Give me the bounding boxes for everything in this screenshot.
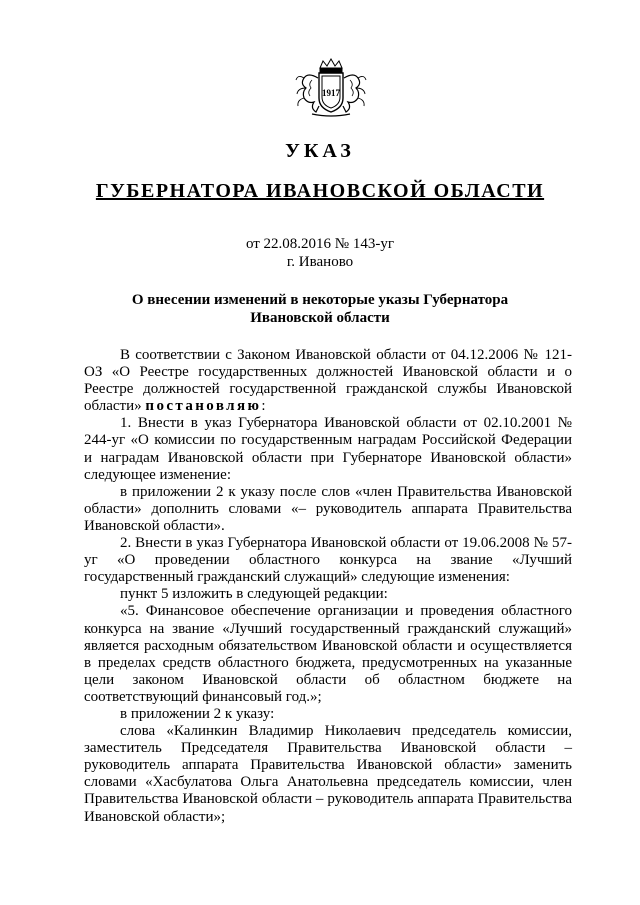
body-paragraph-appendix-2: в приложении 2 к указу: bbox=[120, 705, 275, 722]
document-title: УКАЗ bbox=[285, 140, 355, 162]
preamble-text: В соответствии с Законом Ивановской области от 04.12.2006 № 121-ОЗ «О Реестре государственных должностей Ивановской области и о Реестре должностей государственной гражданской службы Ивановской области» bbox=[84, 347, 572, 415]
subject-line-1: О внесении изменений в некоторые указы Губернатора bbox=[131, 292, 509, 308]
subject-line-2: Ивановской области bbox=[250, 310, 390, 326]
body-paragraph-item-1-change: в приложении 2 к указу после слов «член Правительства Ивановской области» дополнить словами «– руководитель аппарата Правительства Ивановской области». bbox=[84, 483, 572, 534]
preamble-colon: : bbox=[261, 398, 266, 415]
document-body bbox=[84, 347, 572, 826]
document-city: г. Иваново bbox=[286, 254, 354, 270]
body-paragraph-item-2: 2. Внести в указ Губернатора Ивановской области от 19.06.2008 № 57-уг «О проведении областного конкурса на звание «Лучший государственный гражданский служащий» следующие изменения: bbox=[84, 535, 572, 586]
body-paragraph-item-1: 1. Внести в указ Губернатора Ивановской области от 02.10.2001 № 244-уг «О комиссии по государственным наградам Российской Федерации и наградам Ивановской области при Губернаторе Ивановской области» следующее изменение: bbox=[84, 415, 572, 483]
document-date-number: от 22.08.2016 № 143-уг bbox=[245, 236, 395, 252]
document-subject bbox=[0, 291, 640, 327]
emblem-shield-text bbox=[322, 88, 341, 98]
body-paragraph-replace-words: слова «Калинкин Владимир Николаевич председатель комиссии, заместитель Председателя Правительства Ивановской области – руководитель аппарата Правительства Ивановской области» заменить словами «Хасбулатова Ольга Анатольевна председатель комиссии, член Правительства Ивановской области – руководитель аппарата Правительства Ивановской области»; bbox=[84, 723, 572, 825]
ivanovo-coat-of-arms-icon bbox=[292, 58, 370, 118]
body-paragraph-preamble bbox=[84, 347, 572, 415]
decree-word: постановляю bbox=[145, 398, 262, 415]
svg-text:1917: 1917 bbox=[322, 88, 340, 98]
document-issuer: ГУБЕРНАТОРА ИВАНОВСКОЙ ОБЛАСТИ bbox=[95, 180, 545, 202]
body-paragraph-point-5-text: «5. Финансовое обеспечение организации и проведения областного конкурса на звание «Лучший государственный гражданский служащий» является расходным обязательством Ивановской области и осуществляется в пределах средств областного бюджета, предусмотренных на указанные цели законом Ивановской области об областном бюджете на соответствующий финансовый год.»; bbox=[84, 603, 572, 705]
body-paragraph-point-5: пункт 5 изложить в следующей редакции: bbox=[120, 586, 388, 603]
